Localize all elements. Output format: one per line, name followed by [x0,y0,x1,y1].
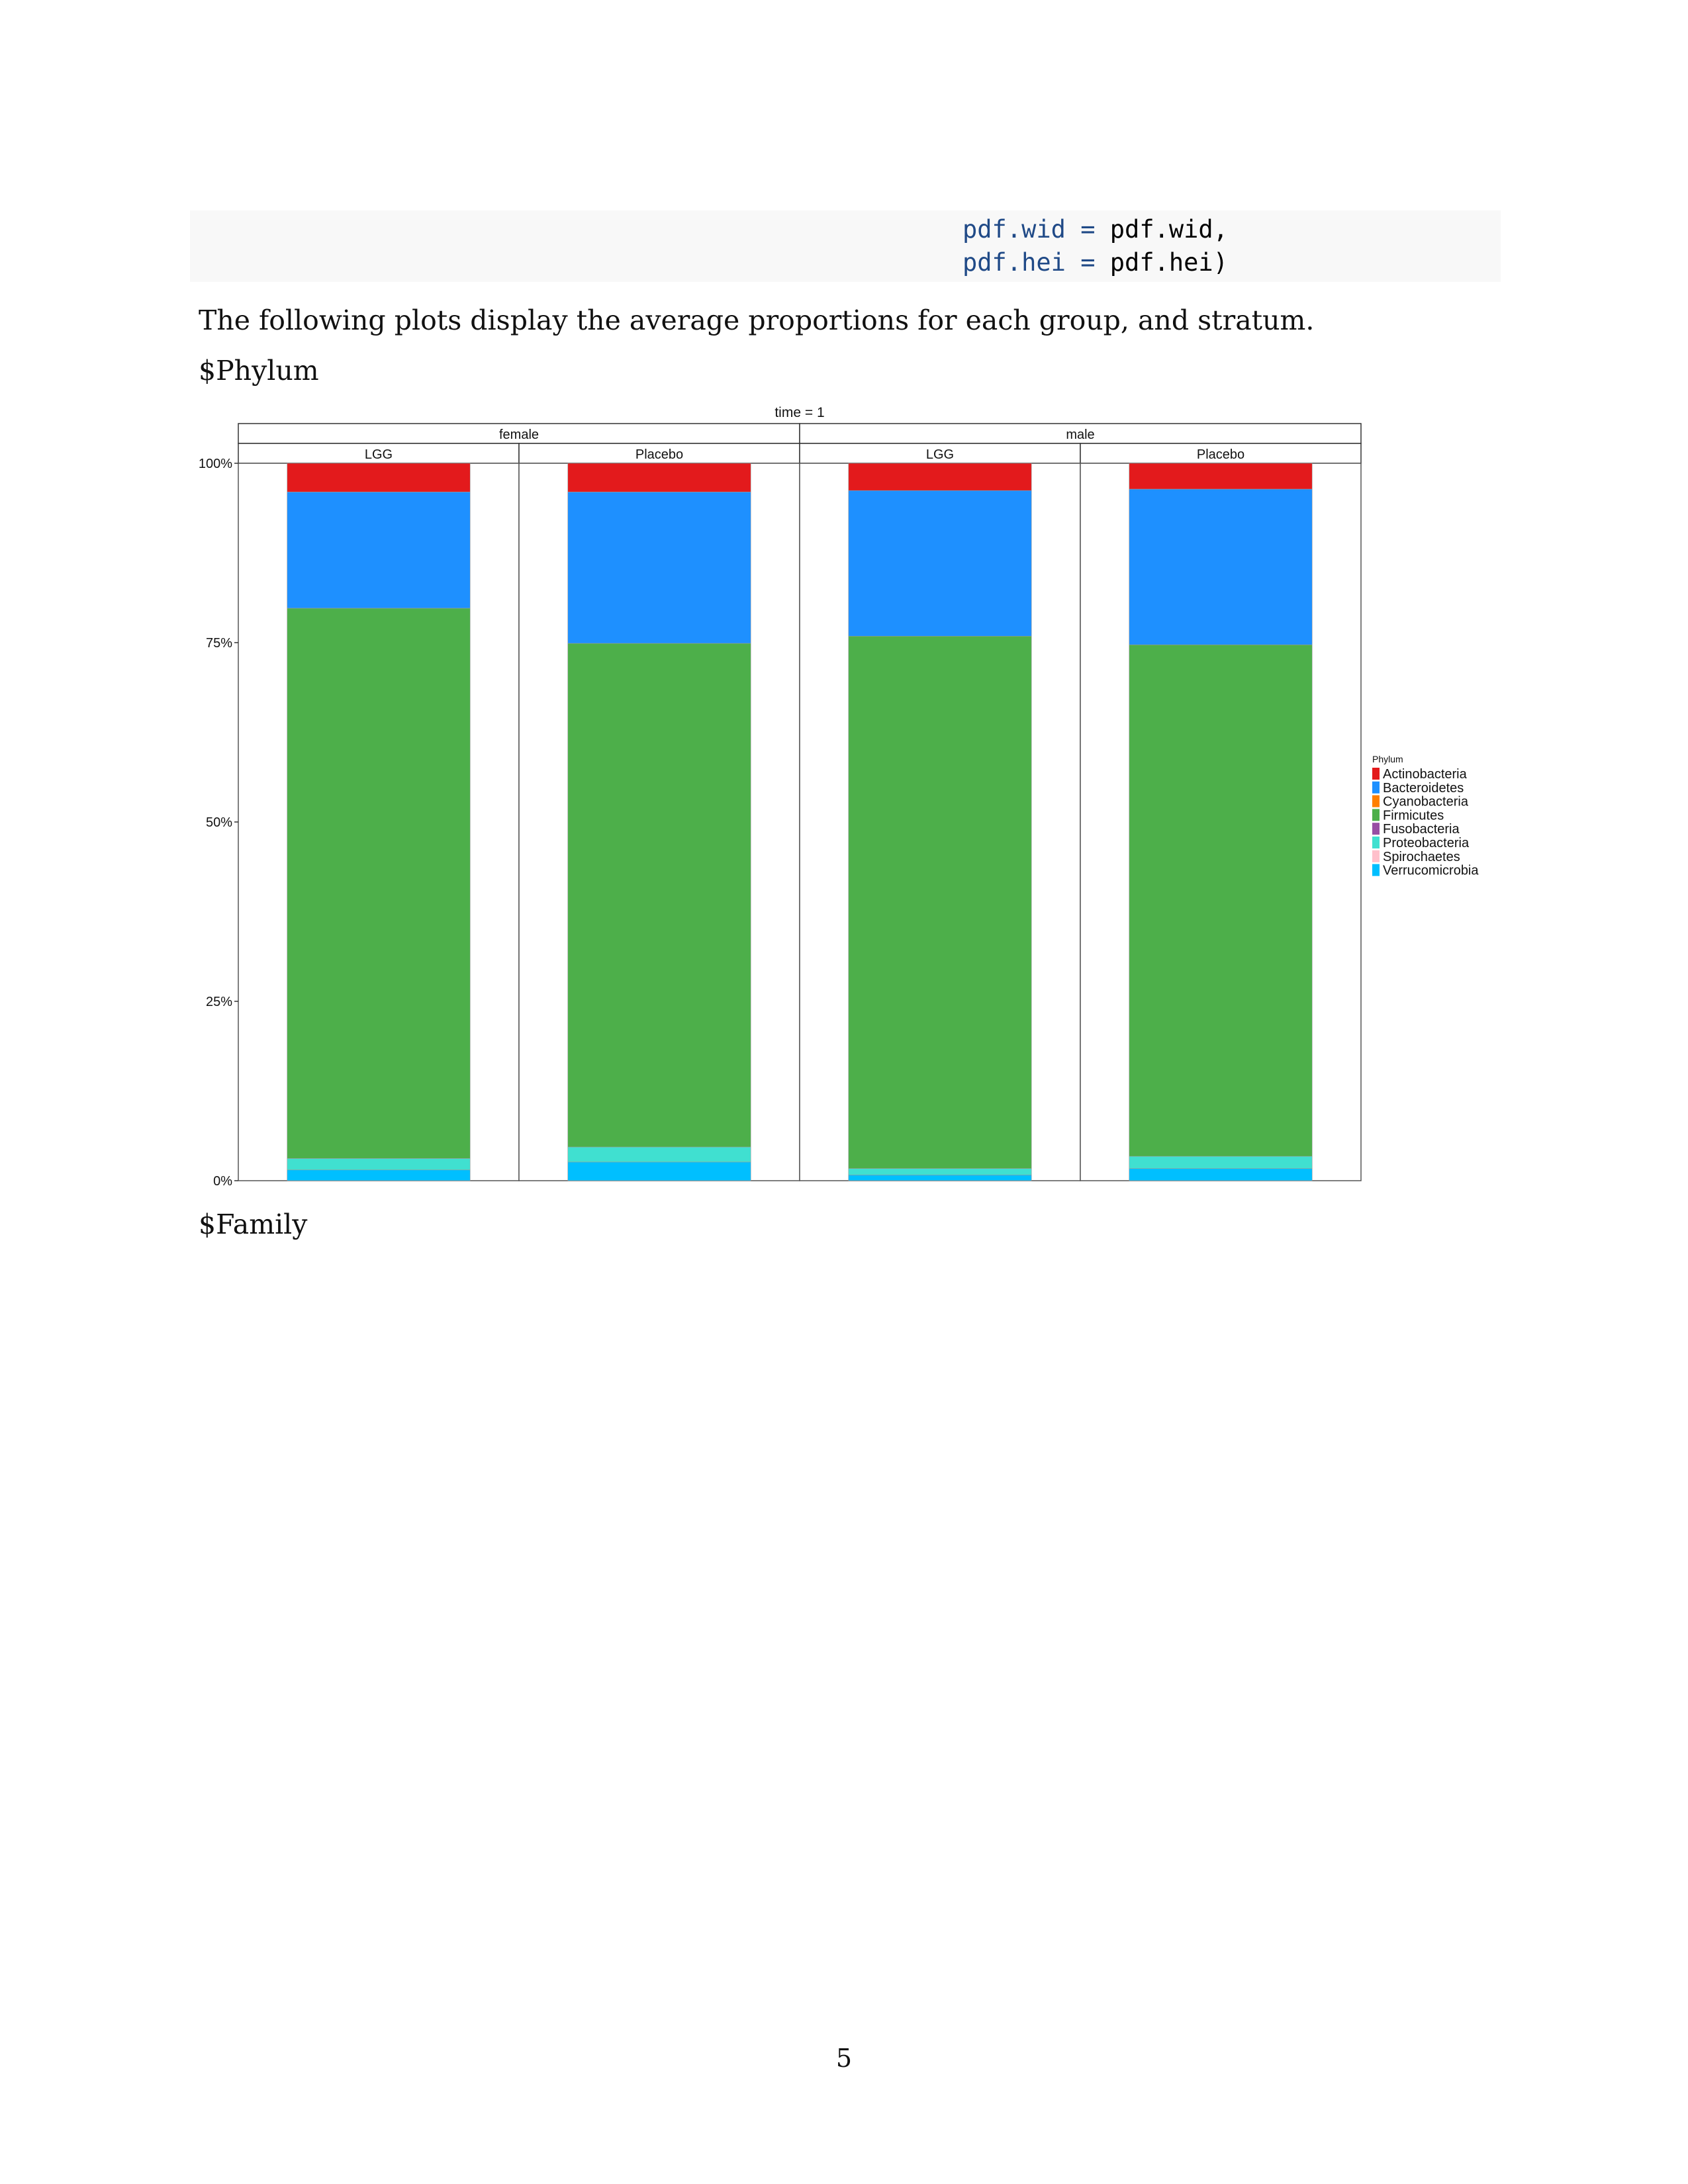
phylum-heading: $Phylum [199,355,319,387]
bar-segment-proteobacteria [1129,1156,1312,1168]
facet-strips [238,424,1361,463]
bar-segment-firmicutes [849,636,1031,1168]
group-label: Placebo [1196,447,1245,462]
group-label: LGG [364,447,393,462]
y-tick-label: 50% [205,815,232,830]
group-label: Placebo [635,447,684,462]
legend [1372,754,1479,878]
bar-segment-verrucomicrobia [287,1170,470,1181]
y-tick-label: 100% [198,457,232,471]
y-tick-label: 75% [205,636,232,651]
legend-swatch [1372,796,1380,807]
legend-swatch [1372,809,1380,821]
family-heading: $Family [199,1208,308,1240]
y-tick-label: 0% [213,1174,232,1189]
y-axis [199,457,238,1189]
chart-svg [172,397,1509,1191]
phylum-stacked-bar-chart [172,397,1509,1191]
bar-segment-firmicutes [287,608,470,1158]
bar-segment-bacteroidetes [849,490,1031,636]
legend-title: Phylum [1372,754,1403,764]
legend-label: Cyanobacteria [1383,794,1468,809]
legend-label: Verrucomicrobia [1383,863,1479,878]
code-line-1 [962,213,1228,246]
code-operator: = [1065,248,1110,277]
legend-swatch [1372,782,1380,794]
bar-segment-bacteroidetes [287,492,470,608]
code-value: pdf.hei) [1109,248,1228,277]
legend-label: Proteobacteria [1383,836,1470,850]
code-block [190,210,1501,282]
legend-swatch [1372,864,1380,876]
group-label: LGG [925,447,955,462]
code-operator: = [1065,215,1110,244]
code-arg: pdf.wid [962,215,1066,244]
bar-segment-actinobacteria [568,463,751,492]
code-line-2 [962,246,1228,279]
page-number: 5 [835,2044,853,2073]
legend-label: Fusobacteria [1383,822,1460,837]
legend-label: Spirochaetes [1383,849,1460,864]
code-arg: pdf.hei [962,248,1066,277]
code-value: pdf.wid, [1109,215,1228,244]
bar-segment-bacteroidetes [568,492,751,643]
stratum-label: male [1066,428,1095,442]
legend-label: Actinobacteria [1383,767,1467,782]
legend-label: Firmicutes [1383,808,1444,823]
bar-segment-proteobacteria [849,1169,1031,1175]
bar-segment-verrucomicrobia [1129,1169,1312,1181]
stratum-label: female [498,428,539,442]
bar-segment-actinobacteria [287,463,470,492]
intro-paragraph: The following plots display the average proportions for each group, and stratum. [199,304,1315,336]
bar-segment-bacteroidetes [1129,489,1312,645]
legend-swatch [1372,823,1380,835]
legend-swatch [1372,850,1380,862]
chart-title: time = 1 [774,405,825,420]
bar-segment-verrucomicrobia [568,1162,751,1181]
bar-segment-actinobacteria [849,463,1031,490]
bar-segment-proteobacteria [287,1158,470,1169]
legend-swatch [1372,837,1380,848]
legend-swatch [1372,768,1380,780]
bar-segment-firmicutes [1129,645,1312,1156]
bar-segment-firmicutes [568,643,751,1147]
bar-segment-verrucomicrobia [849,1175,1031,1181]
bar-segment-proteobacteria [568,1147,751,1162]
legend-label: Bacteroidetes [1383,780,1464,796]
bar-segment-actinobacteria [1129,463,1312,489]
y-tick-label: 25% [205,995,232,1009]
